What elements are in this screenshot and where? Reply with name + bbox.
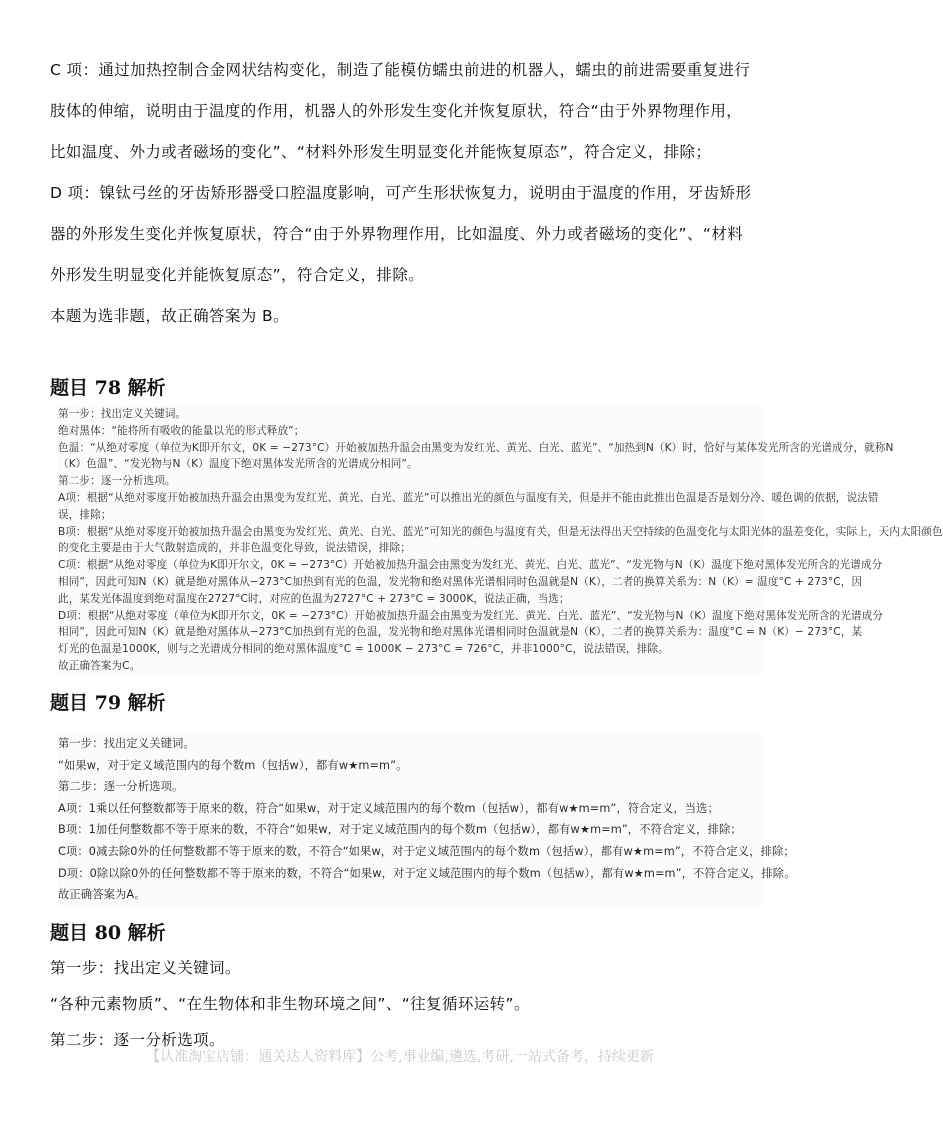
q78-scanned-explanation (58, 406, 943, 675)
scan-line: 此，某发光体温度到绝对温度在2727°C时，对应的色温为2727°C + 273°C = 3000K，说法正确，当选； (58, 592, 570, 605)
text-line: 肢体的伸缩，说明由于温度的作用，机器人的外形发生变化并恢复原状，符合“由于外界物理作用， (50, 102, 743, 120)
q79-heading: 题目 79 解析 (50, 692, 166, 714)
scan-line: 的变化主要是由于大气散射造成的，并非色温变化导致，说法错误，排除； (58, 542, 411, 555)
text-line: 第二步：逐一分析选项。 (50, 1031, 225, 1049)
q78-heading: 题目 78 解析 (50, 377, 166, 399)
text-line: 器的外形发生变化并恢复原状，符合“由于外界物理作用，比如温度、外力或者磁场的变化”、“材料 (50, 225, 744, 243)
scan-line: 第一步：找出定义关键词。 (58, 408, 187, 420)
scan-line: 相同”，因此可知N（K）就是绝对黑体从−273°C加热到有光的色温，发光物和绝对黑体光谱相同时色温就是N（K），二者的换算关系为：温度°C = N（K）− 273°C，某 (58, 626, 863, 639)
q80-paragraphs (50, 950, 760, 1058)
scan-line: 第一步：找出定义关键词。 (58, 737, 195, 750)
text-line: 第一步：找出定义关键词。 (50, 959, 241, 977)
text-line: 外形发生明显变化并能恢复原态”，符合定义，排除。 (50, 266, 425, 284)
scan-line: “如果w，对于定义域范围内的每个数m（包括w），都有w★m=m”。 (58, 758, 408, 772)
scan-line: 灯光的色温是1000K，则与之光谱成分相同的绝对黑体温度°C = 1000K − 273°C = 726°C，并非1000°C，说法错误，排除。 (58, 643, 669, 656)
scan-line: 第二步：逐一分析选项。 (58, 780, 184, 794)
scan-line: 故正确答案为A。 (58, 888, 146, 902)
scan-line: D项：0除以除0外的任何整数都不等于原来的数，不符合“如果w，对于定义域范围内的每个数m（包括w），都有w★m=m”，不符合定义，排除。 (58, 866, 796, 880)
scan-line: A项：根据“从绝对零度开始被加热升温会由黑变为发红光、黄光、白光、蓝光”可以推出光的颜色与温度有关，但是并不能由此推出色温是否是划分冷、暖色调的依据，说法错 (58, 491, 879, 504)
scan-line: C项：根据“从绝对零度（单位为K即开尔文，0K = −273°C）开始被加热升温会由黑变为发红光、黄光、白光、蓝光”、“发光物与N（K）温度下绝对黑体发光所含的光谱成分 (58, 559, 883, 572)
text-line: C 项：通过加热控制合金网状结构变化，制造了能模仿蠕虫前进的机器人，蠕虫的前进需要重复进行 (50, 61, 751, 79)
q80-heading: 题目 80 解析 (50, 922, 166, 944)
page-footer-watermark: 【认准淘宝店铺：通关达人资料库】公考,事业编,遴选,考研,一站式备考，持续更新 (146, 1049, 654, 1065)
top-paragraphs (50, 50, 760, 337)
q79-scanned-explanation (58, 733, 796, 906)
scan-line: 误，排除； (58, 508, 112, 521)
scan-line: D项：根据“从绝对零度（单位为K即开尔文，0K = −273°C）开始被加热升温会由黑变为发红光、黄光、白光、蓝光”、“发光物与N（K）温度下绝对黑体发光所含的光谱成分 (58, 609, 884, 622)
text-line: D 项：镍钛弓丝的牙齿矫形器受口腔温度影响，可产生形状恢复力，说明由于温度的作用，牙齿矫形 (50, 184, 752, 202)
scan-line: （K）色温”、“发光物与N（K）温度下绝对黑体发光所含的光谱成分相同”。 (58, 458, 418, 471)
scan-line: 第二步：逐一分析选项。 (58, 475, 176, 488)
text-line: 本题为选非题，故正确答案为 B。 (50, 307, 289, 325)
scan-line: B项：根据“从绝对零度开始被加热升温会由黑变为发红光、黄光、白光、蓝光”可知光的颜色与温度有关，但是无法得出天空持续的色温变化与太阳光体的温差变化，实际上，天内太阳颜色 (58, 525, 943, 538)
text-line: “各种元素物质”、“在生物体和非生物环境之间”、“往复循环运转”。 (50, 995, 530, 1013)
scan-line: B项：1加任何整数都不等于原来的数，不符合“如果w，对于定义域范围内的每个数m（包括w），都有w★m=m”，不符合定义，排除； (58, 823, 742, 837)
scan-line: 故正确答案为C。 (58, 659, 141, 672)
scan-line: 色温：“从绝对零度（单位为K即开尔文，0K = −273°C）开始被加热升温会由黑变为发红光、黄光、白光、蓝光”、“加热到N（K）时，恰好与某体发光所含的光谱成分，就称N (58, 441, 894, 454)
scan-line: 相同”，因此可知N（K）就是绝对黑体从−273°C加热到有光的色温，发光物和绝对黑体光谱相同时色温就是N（K），二者的换算关系为：N（K）= 温度°C + 273°C，因 (58, 575, 863, 588)
scan-line: 绝对黑体：“能将所有吸收的能量以光的形式释放”； (58, 424, 305, 437)
scan-line: A项：1乘以任何整数都等于原来的数，符合“如果w，对于定义域范围内的每个数m（包括w），都有w★m=m”，符合定义，当选； (58, 801, 719, 815)
text-line: 比如温度、外力或者磁场的变化”、“材料外形发生明显变化并能恢复原态”，符合定义，排除； (50, 143, 712, 161)
scan-line: C项：0减去除0外的任何整数都不等于原来的数，不符合“如果w，对于定义域范围内的每个数m（包括w），都有w★m=m”，不符合定义，排除； (58, 844, 795, 858)
